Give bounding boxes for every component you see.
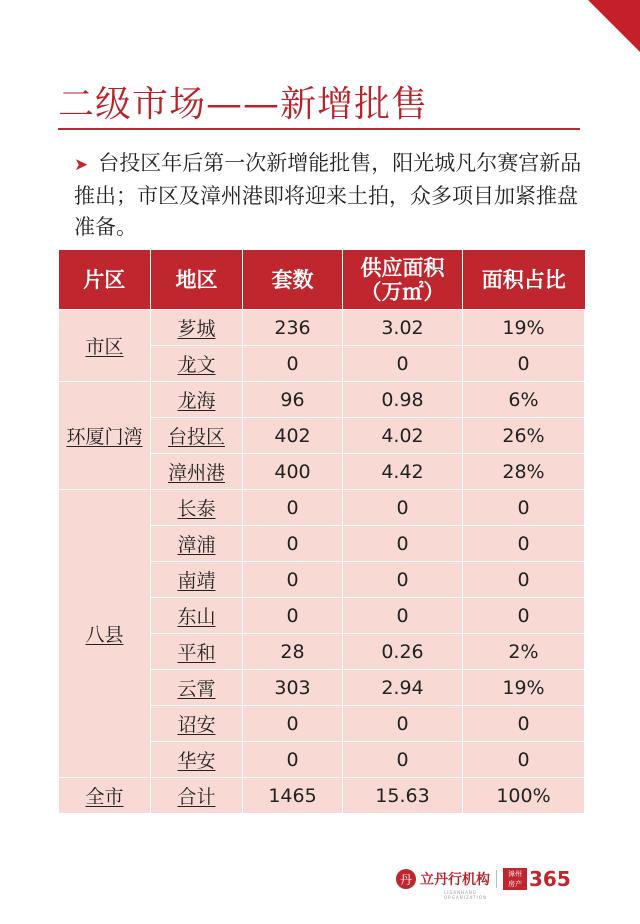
intro-text: 台投区年后第一次新增能批售，阳光城凡尔赛宫新品推出；市区及漳州港即将迎来土拍，众多项目加紧推盘准备。 bbox=[74, 151, 582, 239]
district-cell: 漳浦 bbox=[151, 526, 243, 562]
table-body bbox=[59, 310, 585, 814]
units-cell: 0 bbox=[243, 490, 343, 526]
region-cell: 八县 bbox=[59, 490, 151, 778]
region-cell: 全市 bbox=[59, 778, 151, 814]
area-cell: 4.42 bbox=[343, 454, 463, 490]
supply-table bbox=[58, 250, 585, 814]
units-cell: 96 bbox=[243, 382, 343, 418]
header-share: 面积占比 bbox=[463, 250, 585, 310]
units-cell: 0 bbox=[243, 706, 343, 742]
area-cell: 0 bbox=[343, 562, 463, 598]
header-district: 地区 bbox=[151, 250, 243, 310]
share-cell: 0 bbox=[463, 562, 585, 598]
units-cell: 28 bbox=[243, 634, 343, 670]
units-cell: 236 bbox=[243, 310, 343, 346]
area-cell: 0 bbox=[343, 346, 463, 382]
title-divider bbox=[58, 128, 580, 130]
share-cell: 28% bbox=[463, 454, 585, 490]
units-cell: 400 bbox=[243, 454, 343, 490]
district-cell: 龙文 bbox=[151, 346, 243, 382]
header-area: 供应面积 （万㎡） bbox=[343, 250, 463, 310]
district-cell: 合计 bbox=[151, 778, 243, 814]
district-cell: 东山 bbox=[151, 598, 243, 634]
units-cell: 0 bbox=[243, 526, 343, 562]
region-cell: 环厦门湾 bbox=[59, 382, 151, 490]
area-cell: 15.63 bbox=[343, 778, 463, 814]
units-cell: 1465 bbox=[243, 778, 343, 814]
area-cell: 3.02 bbox=[343, 310, 463, 346]
area-cell: 4.02 bbox=[343, 418, 463, 454]
header-units: 套数 bbox=[243, 250, 343, 310]
share-cell: 100% bbox=[463, 778, 585, 814]
district-cell: 南靖 bbox=[151, 562, 243, 598]
footer-divider bbox=[496, 870, 497, 888]
area-cell: 0 bbox=[343, 706, 463, 742]
area-cell: 0 bbox=[343, 598, 463, 634]
brand-logo-icon: 丹 bbox=[396, 869, 416, 889]
table-row bbox=[59, 490, 585, 526]
arrow-right-icon: ➤ bbox=[74, 155, 89, 175]
district-cell: 云霄 bbox=[151, 670, 243, 706]
area-cell: 2.94 bbox=[343, 670, 463, 706]
district-cell: 漳州港 bbox=[151, 454, 243, 490]
brand-name: 立丹行机构 bbox=[420, 872, 490, 888]
area-cell: 0.26 bbox=[343, 634, 463, 670]
area-cell: 0 bbox=[343, 526, 463, 562]
page-title: 二级市场——新增批售 bbox=[58, 84, 429, 125]
district-cell: 芗城 bbox=[151, 310, 243, 346]
region-cell: 市区 bbox=[59, 310, 151, 382]
footer-logo bbox=[396, 866, 571, 900]
share-cell: 2% bbox=[463, 634, 585, 670]
partner-badge: 漳州 房产 bbox=[503, 868, 527, 890]
district-cell: 台投区 bbox=[151, 418, 243, 454]
units-cell: 0 bbox=[243, 562, 343, 598]
area-cell: 0 bbox=[343, 742, 463, 778]
district-cell: 长泰 bbox=[151, 490, 243, 526]
share-cell: 6% bbox=[463, 382, 585, 418]
share-cell: 0 bbox=[463, 742, 585, 778]
share-cell: 19% bbox=[463, 310, 585, 346]
units-cell: 303 bbox=[243, 670, 343, 706]
units-cell: 0 bbox=[243, 742, 343, 778]
share-cell: 19% bbox=[463, 670, 585, 706]
district-cell: 平和 bbox=[151, 634, 243, 670]
share-cell: 0 bbox=[463, 346, 585, 382]
corner-decoration bbox=[588, 0, 640, 52]
intro-paragraph bbox=[74, 148, 594, 243]
district-cell: 诏安 bbox=[151, 706, 243, 742]
table-row bbox=[59, 778, 585, 814]
units-cell: 0 bbox=[243, 346, 343, 382]
share-cell: 0 bbox=[463, 598, 585, 634]
share-cell: 26% bbox=[463, 418, 585, 454]
table-header-row bbox=[59, 250, 585, 310]
district-cell: 龙海 bbox=[151, 382, 243, 418]
units-cell: 0 bbox=[243, 598, 343, 634]
share-cell: 0 bbox=[463, 706, 585, 742]
share-cell: 0 bbox=[463, 490, 585, 526]
table-row bbox=[59, 310, 585, 346]
table-row bbox=[59, 382, 585, 418]
brand-subtitle: LIDANHANG ORGANIZATION bbox=[444, 890, 487, 900]
share-cell: 0 bbox=[463, 526, 585, 562]
units-cell: 402 bbox=[243, 418, 343, 454]
partner-number: 365 bbox=[529, 867, 571, 891]
district-cell: 华安 bbox=[151, 742, 243, 778]
area-cell: 0 bbox=[343, 490, 463, 526]
area-cell: 0.98 bbox=[343, 382, 463, 418]
header-region: 片区 bbox=[59, 250, 151, 310]
